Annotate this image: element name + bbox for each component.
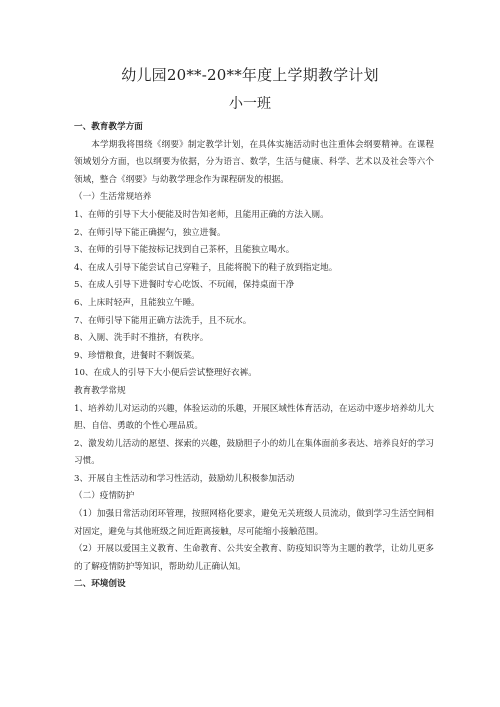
paragraph: 7、在师引导下能用正确方法洗手，且不玩水。 (74, 315, 252, 326)
paragraph: 3、在师的引导下能按标记找到自己茶杯，且能独立喝水。 (74, 245, 295, 256)
paragraph: 2、在师引导下能正确握勺，独立进餐。 (74, 227, 226, 238)
paragraph: 1、培养幼儿对运动的兴趣，体验运动的乐趣，开展区域性体育活动，在运动中逐步培养幼儿大胆、自信、勇敢的个性心理品质。 (74, 403, 434, 432)
paragraph: （2）开展以爱国主义教育、生命教育、公共安全教育、防疫知识等为主题的教学，让幼儿更多的了解疫情防护等知识，帮助幼儿正确认知。 (74, 544, 434, 572)
paragraph: 本学期我将围绕《纲要》制定教学计划，在具体实施活动时也注重体会纲要精神。在课程领域划分方面，也以纲要为依据，分为语言、数学，生活与健康、科学、艺术以及社会等六个领域，整合《纲要》与幼教学理念作为课程研发的根据。 (74, 139, 434, 185)
document-subtitle: 小一班 (229, 96, 271, 112)
paragraph: 3、开展自主性活动和学习性活动，鼓励幼儿积极参加活动 (74, 473, 295, 484)
paragraph: （一）生活常规培养 (74, 192, 152, 203)
paragraph: 9、珍惜粮食，进餐时不剩饭菜。 (74, 350, 200, 361)
paragraph: 5、在成人引导下进餐时专心吃饭、不玩闹，保持桌面干净 (74, 280, 295, 291)
paragraph: 6、上床时轻声，且能独立午睡。 (74, 297, 200, 308)
paragraph: 8、入厕、洗手时不推挤，有秩序。 (74, 333, 209, 344)
document-title: 幼儿园20**-20**年度上学期教学计划 (121, 66, 379, 84)
paragraph: 4、在成人引导下能尝试自己穿鞋子，且能将脱下的鞋子放到指定地。 (74, 262, 338, 273)
paragraph: （二）疫情防护 (74, 491, 135, 502)
paragraph: （1）加强日常活动闭环管理，按照网格化要求，避免无关班级人员流动，做到学习生活空间相对固定，避免与其他班级之间近距离接触，尽可能缩小接触范围。 (74, 509, 434, 537)
section-heading: 二、环境创设 (74, 579, 126, 590)
paragraph: 10、在成人的引导下大小便后尝试整理好衣裤。 (74, 368, 257, 379)
document-body (74, 119, 434, 594)
paragraph: 教育教学常规 (74, 385, 126, 396)
section-heading: 一、教育教学方面 (74, 122, 143, 132)
paragraph: 1、在师的引导下大小便能及时告知老师，且能用正确的方法入厕。 (74, 209, 329, 220)
paragraph: 2、激发幼儿活动的愿望、探索的兴趣，鼓励胆子小的幼儿在集体面前多表达、培养良好的学习习惯。 (74, 438, 434, 467)
